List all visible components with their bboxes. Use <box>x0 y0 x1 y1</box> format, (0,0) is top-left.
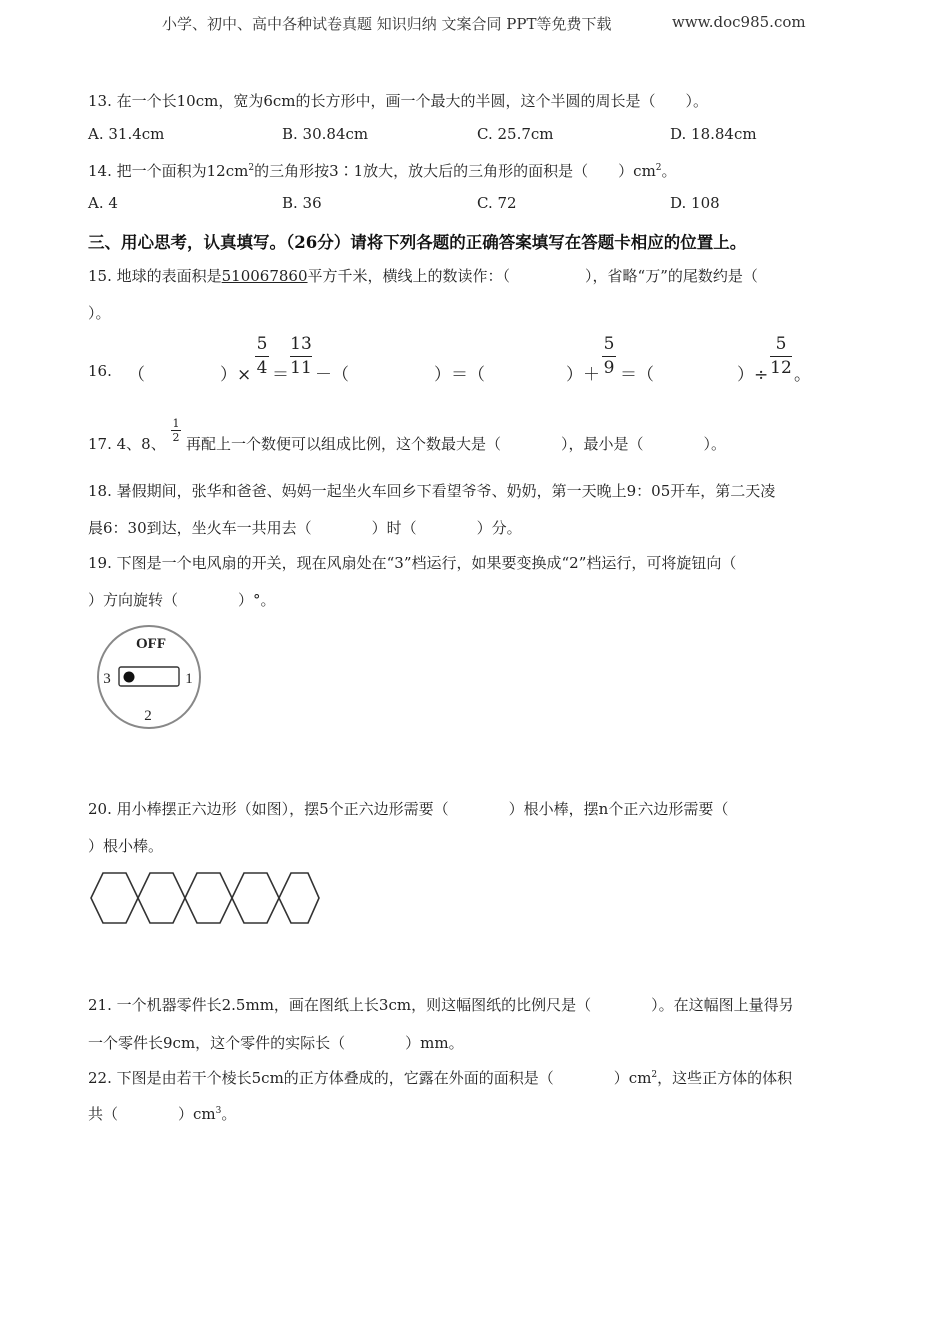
q17-post: 再配上一个数便可以组成比例，这个数最大是（ ），最小是（ ）。 <box>186 435 727 453</box>
q16-seg1: ）× <box>220 365 252 385</box>
q14-option-c: C. 72 <box>477 194 517 212</box>
q16-seg3: －（ <box>315 365 349 385</box>
q20-line2: ）根小棒。 <box>88 837 164 855</box>
q16-fraction-1: 5 4 <box>256 334 268 378</box>
q13-option-d: D. 18.84cm <box>670 125 757 143</box>
q16-fraction-4: 5 12 <box>770 334 792 378</box>
hexagon <box>232 873 279 923</box>
q18-line1: 18. 暑假期间，张华和爸爸、妈妈一起坐火车回乡下看望爷爷、奶奶，第一天晚上9：05开车，第二天凌 <box>88 482 776 500</box>
label-1: 1 <box>185 671 193 687</box>
q22-line1: 22. 下图是由若干个棱长5cm的正方体叠成的，它露在外面的面积是（ ）$cm^2$，这些正方体的体积 <box>88 1069 793 1087</box>
q15-number: 510067860 <box>221 267 308 285</box>
q16-fraction-2: 13 11 <box>290 334 312 378</box>
label-off: OFF <box>136 636 166 652</box>
q20-line1: 20. 用小棒摆正六边形（如图），摆5个正六边形需要（ ）根小棒，摆n个正六边形需要（ <box>88 800 729 818</box>
q17-pre: 17. 4、8、 <box>88 435 166 453</box>
label-3: 3 <box>103 671 111 687</box>
q18-line2: 晨6：30到达，坐火车一共用去（ ）时（ ）分。 <box>88 519 522 537</box>
hexagon <box>185 873 232 923</box>
q14-option-d: D. 108 <box>670 194 720 212</box>
q16-fraction-3: 5 9 <box>603 334 615 378</box>
q16-seg6: ＝（ <box>620 365 654 385</box>
q21-line2: 一个零件长9cm，这个零件的实际长（ ）mm。 <box>88 1034 464 1052</box>
q15-line2: ）。 <box>88 304 111 322</box>
q21-line1: 21. 一个机器零件长2.5mm，画在图纸上长3cm，则这幅图纸的比例尺是（ ）。在这幅图上量得另 <box>88 996 794 1014</box>
hexagon <box>91 873 138 923</box>
q13-stem: 13. 在一个长10cm，宽为6cm的长方形中，画一个最大的半圆，这个半圆的周长是（ ）。 <box>88 92 709 110</box>
q16-seg2: ＝ <box>272 365 289 385</box>
q16-end: 。 <box>794 365 811 385</box>
hexagon <box>279 873 319 923</box>
q14-option-b: B. 36 <box>282 194 322 212</box>
q16-seg5: ）＋ <box>566 365 600 385</box>
q22-line2: 共（ ）$cm^3$。 <box>88 1105 237 1123</box>
q17-fraction: 1 2 <box>172 417 180 444</box>
q16-seg4: ）＝（ <box>434 365 485 385</box>
hexagon <box>138 873 185 923</box>
q13-option-b: B. 30.84cm <box>282 125 369 143</box>
q19-line2: ）方向旋转（ ）°。 <box>88 591 276 609</box>
header-site[interactable]: www.doc985.com <box>672 13 806 31</box>
q19-line1: 19. 下图是一个电风扇的开关，现在风扇处在“3”档运行，如果要变换成“2”档运行，可将旋钮向（ <box>88 554 737 572</box>
q16-seg7: ）÷ <box>737 365 769 385</box>
q13-option-c: C. 25.7cm <box>477 125 554 143</box>
knob-indicator <box>124 672 135 683</box>
section-title: 三、用心思考，认真填写。（26分）请将下列各题的正确答案填写在答题卡相应的位置上。 <box>88 233 747 252</box>
label-2: 2 <box>144 708 152 724</box>
q14-option-a: A. 4 <box>88 194 118 212</box>
q15-line1: 15. 地球的表面积是510067860平方千米，横线上的数读作：（ ），省略“万”的尾数约是（ <box>88 267 758 285</box>
q16-paren: （ <box>128 365 145 385</box>
header-text: 小学、初中、高中各种试卷真题 知识归纳 文案合同 PPT等免费下载 <box>162 15 612 33</box>
q13-option-a: A. 31.4cm <box>88 125 165 143</box>
q14-stem: 14. 把一个面积为$12cm^2$的三角形按3∶1放大，放大后的三角形的面积是（ ）$cm^2$。 <box>88 162 677 180</box>
fan-switch-figure <box>92 622 212 734</box>
q16-label: 16. <box>88 362 112 380</box>
hexagon-chain-figure <box>88 870 324 926</box>
